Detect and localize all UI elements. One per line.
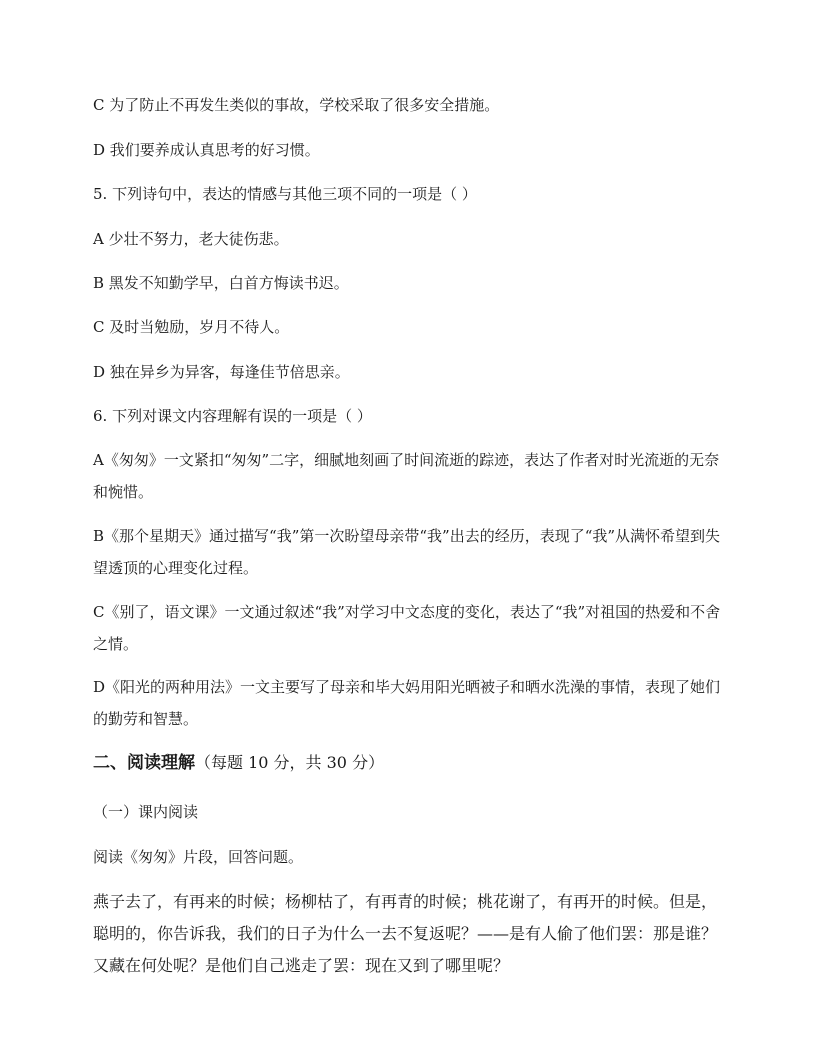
question-5-option-a: A 少壮不努力，老大徒伤悲。 [93, 230, 289, 248]
question-6-option-d: D《阳光的两种用法》一文主要写了母亲和毕大妈用阳光晒被子和晒水洗澡的事情，表现了她们的勤劳和智慧。 [93, 678, 721, 728]
reading-passage: 燕子去了，有再来的时候；杨柳枯了，有再青的时候；桃花谢了，有再开的时候。但是，聪明的，你告诉我，我们的日子为什么一去不复返呢？——是有人偷了他们罢：那是谁？又藏在何处呢？是他们自己逃走了罢：现在又到了哪里呢？ [93, 892, 718, 975]
reading-instruction: 阅读《匆匆》片段，回答问题。 [93, 848, 304, 866]
question-6-option-c: C《别了，语文课》一文通过叙述“我”对学习中文态度的变化，表达了“我”对祖国的热爱和不舍之情。 [93, 603, 721, 653]
question-4-option-d: D 我们要养成认真思考的好习惯。 [93, 141, 320, 159]
question-6-stem: 6. 下列对课文内容理解有误的一项是（ ） [93, 407, 372, 425]
question-5-option-d: D 独在异乡为异客，每逢佳节倍思亲。 [93, 363, 350, 381]
question-6-option-a: A《匆匆》一文紧扣“匆匆”二字，细腻地刻画了时间流逝的踪迹，表达了作者对时光流逝的无奈和惋惜。 [93, 451, 720, 501]
question-6-option-b: B《那个星期天》通过描写“我”第一次盼望母亲带“我”出去的经历，表现了“我”从满怀希望到失望透顶的心理变化过程。 [93, 527, 721, 577]
part-1-label: （一）课内阅读 [93, 803, 199, 821]
section-2-heading [93, 747, 384, 779]
question-5-option-b: B 黑发不知勤学早，白首方悔读书迟。 [93, 274, 349, 292]
question-5-stem: 5. 下列诗句中，表达的情感与其他三项不同的一项是（ ） [93, 185, 477, 203]
question-5-option-c: C 及时当勉励，岁月不待人。 [93, 318, 290, 336]
section-2-score-note: （每题 10 分，共 30 分） [195, 753, 385, 772]
question-4-option-c: C 为了防止不再发生类似的事故，学校采取了很多安全措施。 [93, 96, 500, 114]
section-2-title: 二、阅读理解 [93, 753, 195, 773]
